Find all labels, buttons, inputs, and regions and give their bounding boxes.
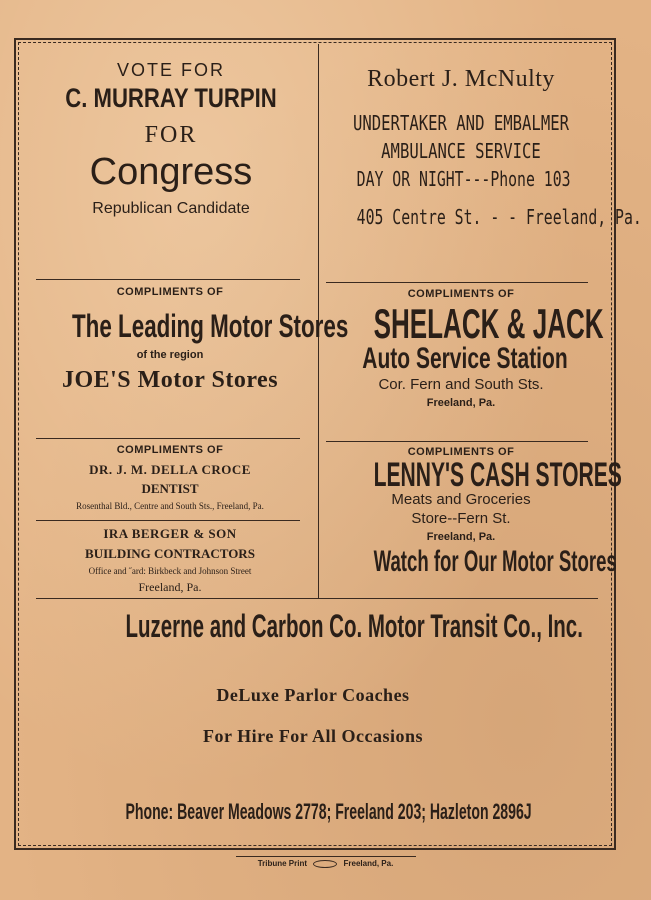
shelack-address: Cor. Fern and South Sts. <box>378 376 544 393</box>
berger-office: Office and ˝ard: Birkbeck and Johnson Street <box>88 566 252 576</box>
lenny-line2: Store--Fern St. <box>411 510 511 527</box>
dellacroce-address: Rosenthal Bld., Centre and South Sts., Freeland, Pa. <box>76 501 264 511</box>
office-text: Congress <box>89 151 253 193</box>
divider-right-2 <box>326 441 588 442</box>
mcnulty-name: Robert J. McNulty <box>367 66 555 92</box>
lenny-slogan: Watch for Our Motor Stores <box>373 545 617 578</box>
joes-name: JOE'S Motor Stores <box>61 367 279 393</box>
transit-line2: For Hire For All Occasions <box>203 726 423 746</box>
divider-left-1 <box>36 279 300 280</box>
vote-for-text: VOTE FOR <box>116 60 225 80</box>
printer-town: Freeland, Pa. <box>343 859 394 868</box>
compliments-label: COMPLIMENTS OF <box>116 286 224 298</box>
candidate-name: C. MURRAY TURPIN <box>65 83 277 113</box>
motor-stores-headline: The Leading Motor Stores <box>72 308 349 344</box>
party-text: Republican Candidate <box>92 200 250 217</box>
union-label-icon <box>313 860 337 868</box>
mcnulty-address: 405 Centre St. - - Freeland, Pa. <box>356 205 642 229</box>
joes-motor-stores-ad <box>30 286 349 394</box>
lenny-town: Freeland, Pa. <box>426 531 496 543</box>
divider-full <box>36 598 598 599</box>
lenny-line1: Meats and Groceries <box>391 491 531 508</box>
transit-name: Luzerne and Carbon Co. Motor Transit Co., Inc. <box>125 608 583 644</box>
printer-credit <box>0 859 651 868</box>
lenny-name: LENNY'S CASH STORES <box>373 456 622 494</box>
shelack-name: SHELACK & JACK <box>373 300 604 347</box>
divider-left-2 <box>36 438 300 439</box>
lennys-ad <box>320 446 622 579</box>
shelack-tagline: Auto Service Station <box>362 342 568 375</box>
transit-line1: DeLuxe Parlor Coaches <box>216 685 410 705</box>
printer-name: Tribune Print <box>257 859 308 868</box>
for-text: FOR <box>144 122 198 148</box>
berger-town: Freeland, Pa. <box>138 580 202 594</box>
transit-phone: Phone: Beaver Meadows 2778; Freeland 203; Hazleton 2896J <box>125 799 532 824</box>
turpin-ad <box>30 60 312 218</box>
footer-line <box>236 856 416 857</box>
mcnulty-line1: UNDERTAKER AND EMBALMER <box>352 111 570 135</box>
divider-left-3 <box>36 520 300 521</box>
dellacroce-name: DR. J. M. DELLA CROCE <box>89 462 251 477</box>
mcnulty-line3: DAY OR NIGHT---Phone 103 <box>356 167 571 191</box>
mcnulty-ad <box>320 66 642 229</box>
printer-footer <box>0 856 651 868</box>
compliments-label: COMPLIMENTS OF <box>407 446 515 458</box>
mcnulty-line2: AMBULANCE SERVICE <box>381 139 541 163</box>
shelack-jack-ad <box>320 288 602 409</box>
berger-trade: BUILDING CONTRACTORS <box>85 546 255 561</box>
berger-ad <box>30 526 310 595</box>
dellacroce-ad <box>30 444 310 511</box>
berger-name: IRA BERGER & SON <box>103 526 237 541</box>
transit-ad <box>20 608 606 825</box>
compliments-label: COMPLIMENTS OF <box>116 444 224 456</box>
dellacroce-title: DENTIST <box>141 481 199 496</box>
shelack-town: Freeland, Pa. <box>426 397 496 409</box>
motor-stores-sub: of the region <box>136 349 204 361</box>
compliments-label: COMPLIMENTS OF <box>407 288 515 300</box>
divider-right-1 <box>326 282 588 283</box>
